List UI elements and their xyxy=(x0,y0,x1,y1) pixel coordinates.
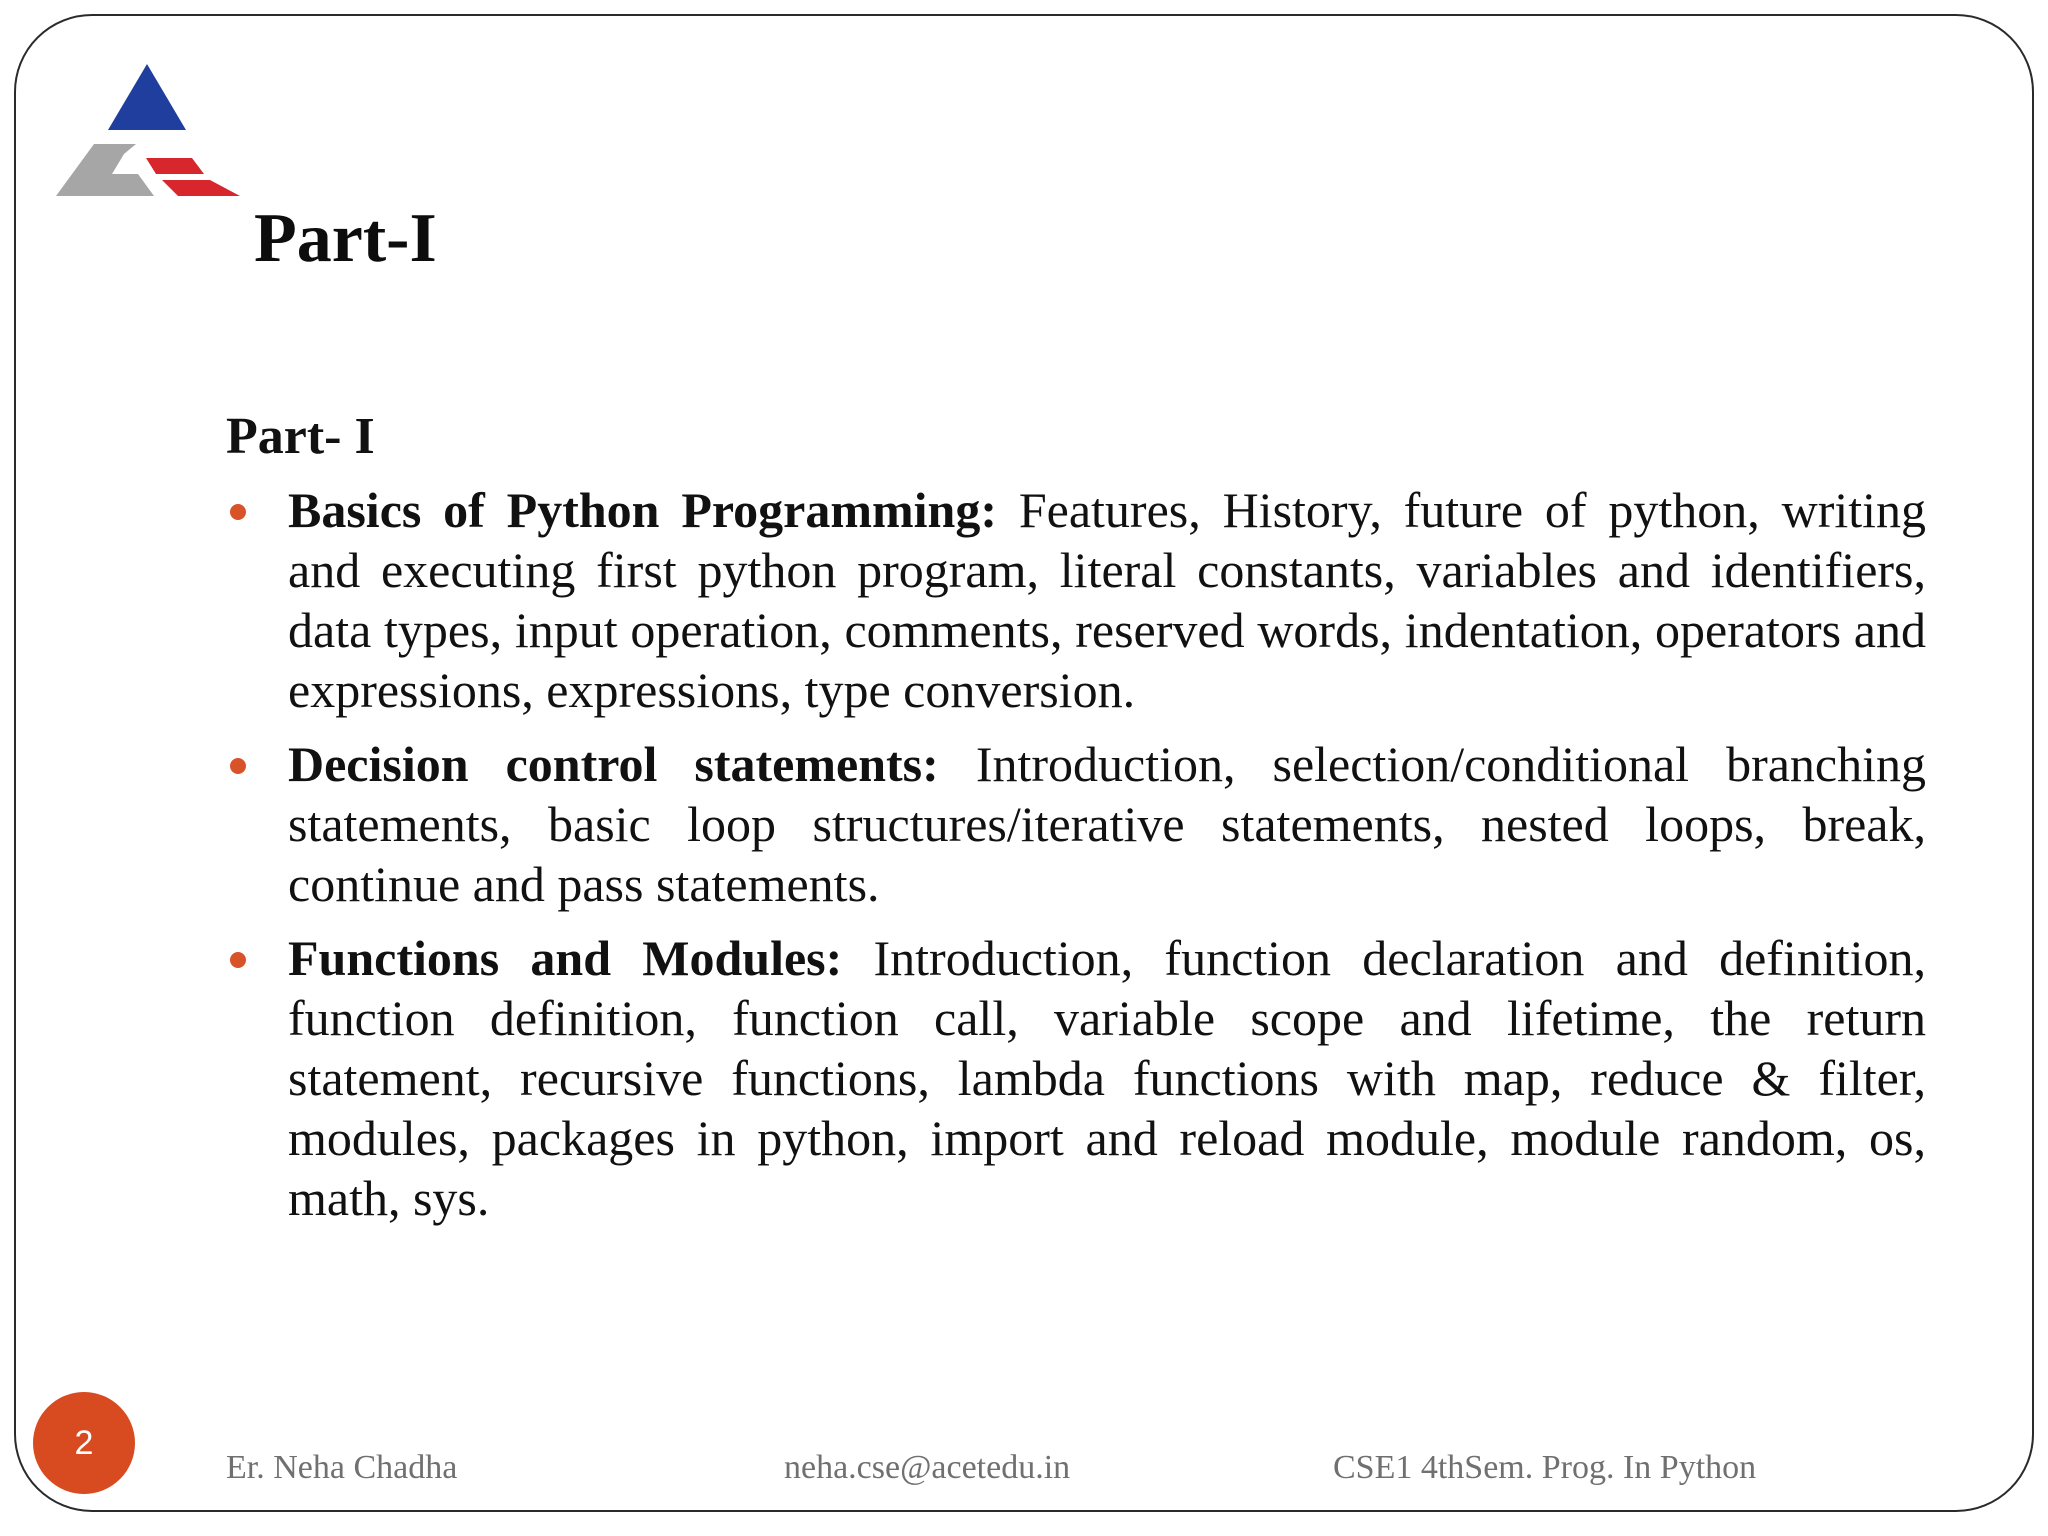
logo-gray-shape xyxy=(56,144,154,196)
topic-list xyxy=(226,480,1926,1228)
topic-text: Introduction, function declaration and definition, function definition, function call, variable scope and lifetime, the return statement, recursive functions, lambda functions with map, reduce & filter, modules, packages in python, import and reload module, module random, os, math, sys. xyxy=(288,930,1926,1226)
bullet-icon xyxy=(230,504,246,520)
footer-email: neha.cse@acetedu.in xyxy=(784,1449,1071,1486)
bullet-icon xyxy=(230,952,246,968)
slide-title: Part-I xyxy=(254,200,437,277)
slide-number-badge: 2 xyxy=(33,1392,135,1494)
institution-logo xyxy=(54,62,240,198)
footer-course: CSE1 4thSem. Prog. In Python xyxy=(1333,1449,1757,1486)
topic-text: Features, History, future of python, writing and executing first python program, literal constants, variables and identifiers, data types, input operation, comments, reserved words, indentation, operators and expressions, expressions, type conversion. xyxy=(288,482,1927,718)
topic-item-decision-control xyxy=(226,734,1926,914)
logo-red-shape xyxy=(146,158,204,174)
topic-title: Basics of Python Programming: xyxy=(288,482,997,538)
section-heading: Part- I xyxy=(226,408,375,465)
topic-title: Decision control statements: xyxy=(288,736,939,792)
footer-author: Er. Neha Chadha xyxy=(226,1449,458,1486)
topic-item-functions-modules xyxy=(226,928,1926,1228)
logo-blue-triangle xyxy=(108,64,186,130)
topic-item-basics xyxy=(226,480,1926,720)
logo-red-base xyxy=(162,180,240,196)
bullet-icon xyxy=(230,758,246,774)
topic-text: Introduction, selection/conditional branching statements, basic loop structures/iterative statements, nested loops, break, continue and pass statements. xyxy=(288,736,1927,912)
topic-title: Functions and Modules: xyxy=(288,930,843,986)
slide-content xyxy=(226,404,1926,1242)
